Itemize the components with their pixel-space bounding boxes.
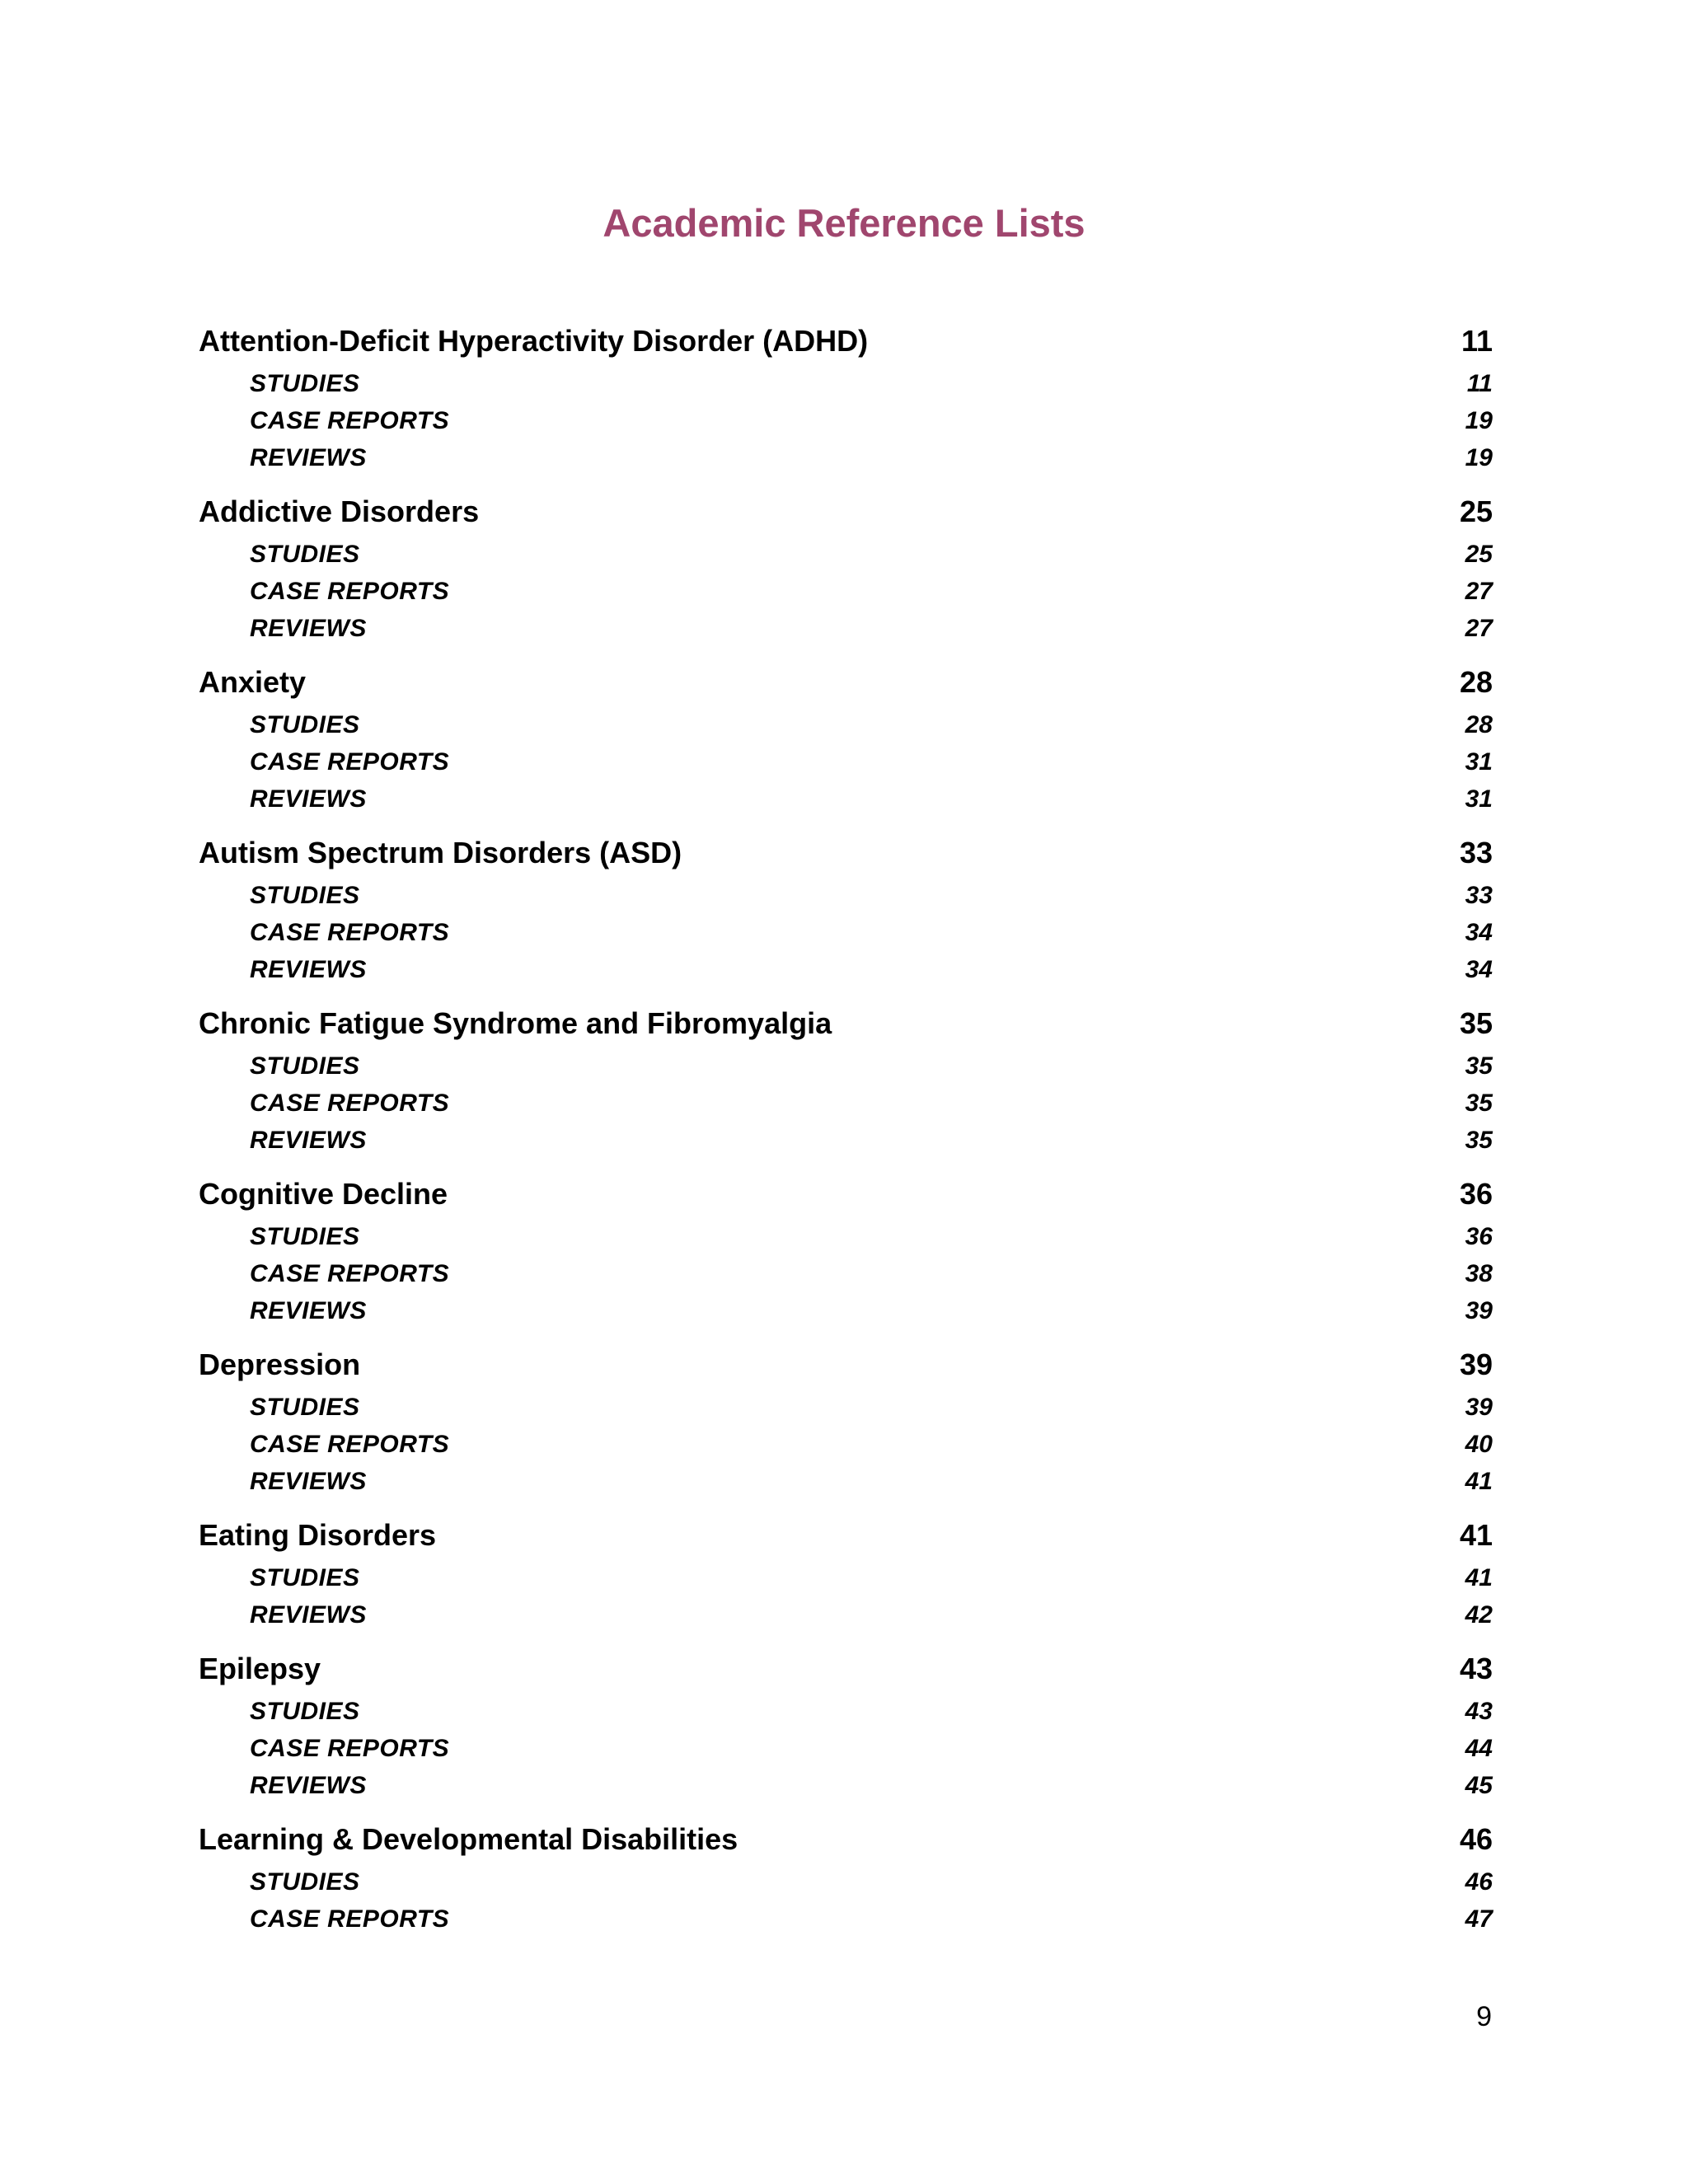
toc-subentry-page: 34	[1465, 956, 1493, 983]
toc-subentry-label: REVIEWS	[250, 1601, 367, 1629]
toc-subentry-page: 47	[1465, 1905, 1493, 1933]
toc-section-depression	[199, 1341, 1493, 1500]
toc-entry-label: Addictive Disorders	[199, 494, 480, 528]
toc-subentry-page: 39	[1465, 1297, 1493, 1324]
toc-section-learning-disabilities	[199, 1816, 1493, 1938]
toc-subentry-page: 46	[1465, 1868, 1493, 1896]
toc-subentry-page: 42	[1465, 1601, 1493, 1629]
toc-entry[interactable]	[199, 1170, 1493, 1218]
toc-subentry[interactable]	[199, 1559, 1493, 1596]
toc-subentry-label: STUDIES	[250, 1564, 360, 1591]
toc-entry-page: 36	[1459, 1177, 1493, 1211]
toc-entry-label: Autism Spectrum Disorders (ASD)	[199, 836, 682, 869]
toc-subentry[interactable]	[199, 780, 1493, 818]
toc-subentry-page: 33	[1465, 882, 1493, 909]
toc-entry[interactable]	[199, 1816, 1493, 1863]
page-number: 9	[1476, 2001, 1492, 2032]
toc-entry-label: Epilepsy	[199, 1652, 321, 1685]
toc-subentry[interactable]	[199, 1463, 1493, 1500]
toc-subentry-page: 31	[1465, 748, 1493, 776]
toc-subentry-page: 44	[1465, 1735, 1493, 1762]
toc-subentry-page: 40	[1465, 1431, 1493, 1458]
toc-subentry[interactable]	[199, 706, 1493, 743]
toc-subentry[interactable]	[199, 365, 1493, 402]
toc-subentry-label: CASE REPORTS	[250, 748, 450, 776]
toc-entry[interactable]	[199, 488, 1493, 536]
toc-entry[interactable]	[199, 317, 1493, 365]
toc-entry[interactable]	[199, 1000, 1493, 1047]
toc-subentry-label: STUDIES	[250, 882, 360, 909]
toc-subentry-page: 35	[1465, 1052, 1493, 1080]
toc-subentry-page: 27	[1465, 578, 1493, 605]
toc-subentry-label: REVIEWS	[250, 1468, 367, 1495]
toc-section-anxiety	[199, 658, 1493, 818]
toc-subentry-page: 19	[1465, 407, 1493, 434]
table-of-contents	[199, 317, 1493, 1949]
toc-section-epilepsy	[199, 1645, 1493, 1804]
toc-subentry[interactable]	[199, 951, 1493, 988]
toc-subentry[interactable]	[199, 1863, 1493, 1900]
toc-entry-page: 33	[1459, 836, 1493, 869]
toc-subentry-page: 31	[1465, 785, 1493, 813]
toc-entry[interactable]	[199, 658, 1493, 706]
toc-entry[interactable]	[199, 1645, 1493, 1693]
toc-section-chronic-fatigue	[199, 1000, 1493, 1159]
toc-subentry-page: 38	[1465, 1260, 1493, 1287]
toc-subentry-page: 41	[1465, 1564, 1493, 1591]
toc-entry-page: 41	[1459, 1518, 1493, 1552]
toc-entry[interactable]	[199, 1341, 1493, 1389]
toc-subentry[interactable]	[199, 1255, 1493, 1292]
toc-subentry-label: STUDIES	[250, 541, 360, 568]
toc-subentry-label: REVIEWS	[250, 956, 367, 983]
toc-subentry[interactable]	[199, 1218, 1493, 1255]
toc-subentry-label: CASE REPORTS	[250, 1431, 450, 1458]
toc-entry-page: 46	[1459, 1822, 1493, 1856]
toc-subentry[interactable]	[199, 1122, 1493, 1159]
page-title: Academic Reference Lists	[603, 201, 1085, 245]
toc-subentry-page: 34	[1465, 919, 1493, 946]
toc-subentry-label: CASE REPORTS	[250, 1090, 450, 1117]
toc-section-asd	[199, 829, 1493, 988]
toc-subentry[interactable]	[199, 536, 1493, 573]
toc-section-adhd	[199, 317, 1493, 476]
toc-subentry-label: REVIEWS	[250, 615, 367, 642]
toc-subentry[interactable]	[199, 1730, 1493, 1767]
toc-subentry-page: 41	[1465, 1468, 1493, 1495]
toc-subentry[interactable]	[199, 1693, 1493, 1730]
toc-subentry-label: REVIEWS	[250, 785, 367, 813]
toc-subentry-label: STUDIES	[250, 1698, 360, 1725]
toc-subentry-label: CASE REPORTS	[250, 919, 450, 946]
toc-subentry-label: CASE REPORTS	[250, 407, 450, 434]
toc-subentry-label: STUDIES	[250, 711, 360, 738]
toc-entry-label: Chronic Fatigue Syndrome and Fibromyalgia	[199, 1006, 832, 1040]
toc-subentry-label: REVIEWS	[250, 1297, 367, 1324]
toc-entry-page: 11	[1461, 324, 1493, 358]
toc-subentry-label: CASE REPORTS	[250, 1905, 450, 1933]
toc-entry-page: 43	[1459, 1652, 1493, 1685]
toc-subentry-label: STUDIES	[250, 370, 360, 397]
toc-subentry-page: 28	[1465, 711, 1493, 738]
toc-subentry[interactable]	[199, 1389, 1493, 1426]
toc-entry-label: Anxiety	[199, 665, 307, 699]
toc-entry-label: Attention-Deficit Hyperactivity Disorder (ADHD)	[199, 324, 869, 358]
toc-section-eating-disorders	[199, 1511, 1493, 1633]
toc-subentry-page: 36	[1465, 1223, 1493, 1250]
toc-subentry[interactable]	[199, 914, 1493, 951]
toc-subentry[interactable]	[199, 1426, 1493, 1463]
toc-subentry[interactable]	[199, 1596, 1493, 1633]
toc-entry-page: 28	[1459, 665, 1493, 699]
toc-section-addictive-disorders	[199, 488, 1493, 647]
toc-subentry-page: 35	[1465, 1127, 1493, 1154]
toc-entry-label: Learning & Developmental Disabilities	[199, 1822, 738, 1856]
toc-subentry-label: STUDIES	[250, 1223, 360, 1250]
toc-entry[interactable]	[199, 1511, 1493, 1559]
toc-subentry-page: 35	[1465, 1090, 1493, 1117]
toc-entry-page: 35	[1459, 1006, 1493, 1040]
toc-subentry-page: 45	[1465, 1772, 1493, 1799]
toc-subentry-page: 43	[1465, 1698, 1493, 1725]
toc-section-cognitive-decline	[199, 1170, 1493, 1329]
toc-subentry[interactable]	[199, 573, 1493, 610]
toc-subentry-label: REVIEWS	[250, 1772, 367, 1799]
toc-subentry-label: CASE REPORTS	[250, 1735, 450, 1762]
toc-entry[interactable]	[199, 829, 1493, 877]
toc-subentry-label: CASE REPORTS	[250, 1260, 450, 1287]
toc-subentry-label: STUDIES	[250, 1868, 360, 1896]
toc-subentry[interactable]	[199, 1292, 1493, 1329]
toc-subentry-label: CASE REPORTS	[250, 578, 450, 605]
toc-subentry[interactable]	[199, 1085, 1493, 1122]
toc-entry-label: Eating Disorders	[199, 1518, 437, 1552]
toc-subentry-page: 39	[1465, 1394, 1493, 1421]
toc-subentry[interactable]	[199, 1767, 1493, 1804]
toc-subentry-page: 11	[1466, 370, 1493, 397]
toc-subentry-label: STUDIES	[250, 1394, 360, 1421]
toc-subentry[interactable]	[199, 743, 1493, 780]
toc-subentry-page: 27	[1465, 615, 1493, 642]
toc-entry-label: Cognitive Decline	[199, 1177, 448, 1211]
toc-subentry[interactable]	[199, 877, 1493, 914]
toc-subentry-label: REVIEWS	[250, 444, 367, 471]
toc-subentry-page: 25	[1465, 541, 1493, 568]
toc-subentry-label: REVIEWS	[250, 1127, 367, 1154]
toc-subentry-label: STUDIES	[250, 1052, 360, 1080]
toc-entry-page: 39	[1459, 1347, 1493, 1381]
toc-subentry[interactable]	[199, 1900, 1493, 1938]
toc-subentry-page: 19	[1465, 444, 1493, 471]
toc-subentry[interactable]	[199, 402, 1493, 439]
toc-subentry[interactable]	[199, 1047, 1493, 1085]
toc-entry-page: 25	[1459, 494, 1493, 528]
toc-subentry[interactable]	[199, 610, 1493, 647]
toc-entry-label: Depression	[199, 1347, 361, 1381]
toc-subentry[interactable]	[199, 439, 1493, 476]
